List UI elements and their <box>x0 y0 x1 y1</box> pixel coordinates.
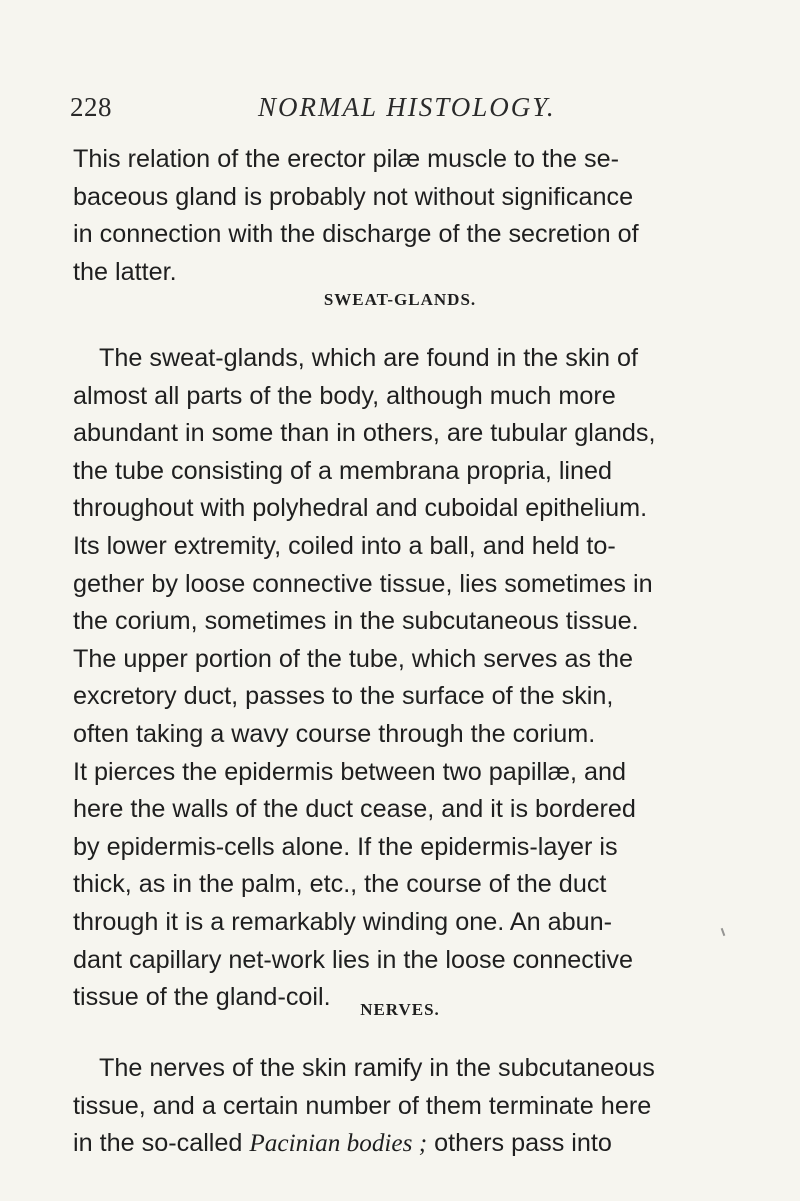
running-title: NORMAL HISTOLOGY. <box>258 92 556 122</box>
text-line: This relation of the erector pilæ muscle to the se- <box>73 145 619 173</box>
text-line: excretory duct, passes to the surface of the skin, <box>73 682 614 711</box>
text-line: The nerves of the skin ramify in the subcutaneous <box>99 1054 655 1082</box>
text-line: Its lower extremity, coiled into a ball, and held to- <box>73 531 616 560</box>
text-line: through it is a remarkably winding one. An abun- <box>73 907 613 936</box>
text-line: the corium, sometimes in the subcutaneous tissue. <box>73 607 639 636</box>
paragraph-nerves <box>73 1050 735 1163</box>
paragraph-sweat-glands <box>73 340 735 1017</box>
text-fragment: in the so-called <box>73 1129 250 1158</box>
section-heading-nerves: NERVES. <box>360 1000 440 1019</box>
text-line: thick, as in the palm, etc., the course of the duct <box>73 870 607 899</box>
text-line: The sweat-glands, which are found in the skin of <box>99 344 639 372</box>
text-line: tissue of the gland-coil. <box>73 983 331 1012</box>
text-line: almost all parts of the body, although much more <box>73 381 616 410</box>
text-line: often taking a wavy course through the corium. <box>73 719 596 748</box>
text-line: abundant in some than in others, are tubular glands, <box>73 419 656 448</box>
text-line: the tube consisting of a membrana propria, lined <box>73 456 613 485</box>
text-line: gether by loose connective tissue, lies sometimes in <box>73 569 653 598</box>
text-line: the latter. <box>73 257 177 286</box>
text-line: The upper portion of the tube, which serves as the <box>73 644 634 673</box>
text-line: by epidermis-cells alone. If the epidermis-layer is <box>73 832 618 861</box>
text-line <box>73 1125 735 1163</box>
text-line: here the walls of the duct cease, and it is bordered <box>73 795 636 824</box>
text-line: baceous gland is probably not without significance <box>73 182 634 211</box>
text-line: throughout with polyhedral and cuboidal epithelium. <box>73 494 648 523</box>
text-fragment: others pass into <box>427 1129 612 1158</box>
text-line: dant capillary net-work lies in the loose connective <box>73 945 634 974</box>
italic-term-pacinian-bodies: Pacinian bodies ; <box>249 1130 428 1158</box>
text-line: tissue, and a certain number of them terminate here <box>73 1091 652 1120</box>
text-line: in connection with the discharge of the secretion of <box>73 220 639 249</box>
page-number: 228 <box>70 92 112 122</box>
paragraph-erector-pilae <box>73 141 735 291</box>
text-line: It pierces the epidermis between two papillæ, and <box>73 757 627 786</box>
section-heading-sweat-glands: SWEAT-GLANDS. <box>323 290 477 309</box>
running-head <box>70 92 730 128</box>
